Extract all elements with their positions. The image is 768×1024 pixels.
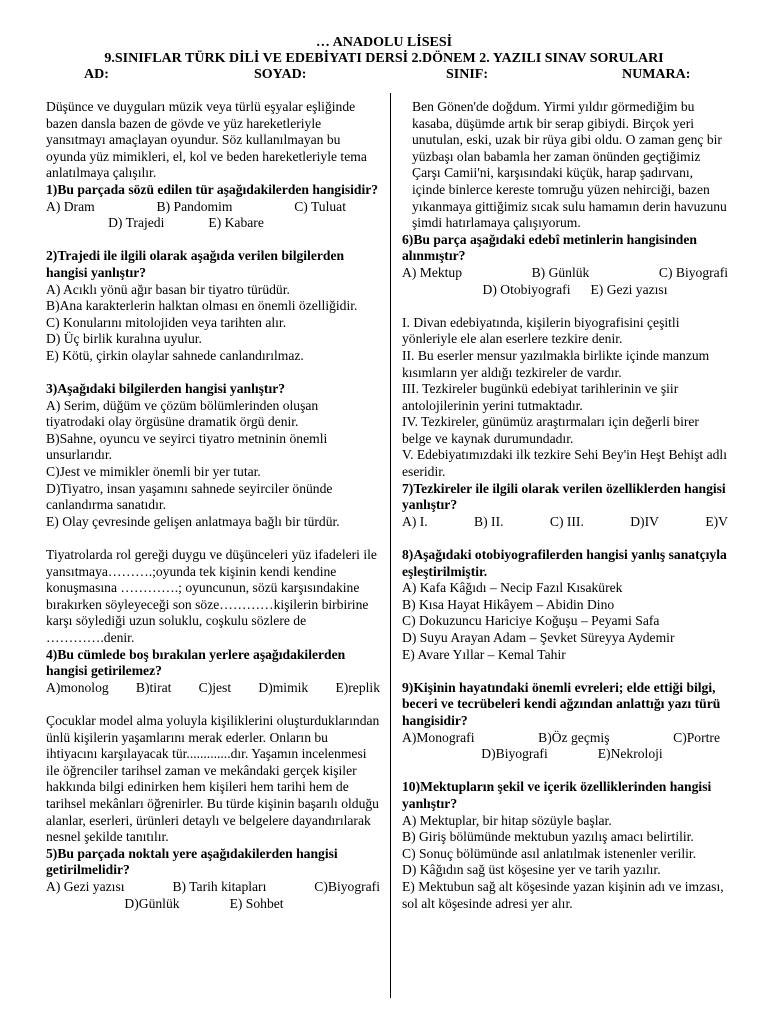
option: B) Pandomim: [156, 198, 233, 214]
option: C)Jest ve mimikler önemli bir yer tutar.: [46, 464, 261, 480]
q7-statement: III. Tezkireler bugünkü edebiyat tarihlerinin ve şiir antolojilerinin yerini tutmaktadır.: [402, 381, 679, 413]
question-7: 7)Tezkireler ile ilgili olarak verilen özelliklerden hangisi yanlıştır?: [402, 480, 726, 513]
exam-header: [0, 35, 768, 82]
q5-passage: Çocuklar model alma yoluyla kişiliklerini oluşturduklarından ünlü kişilerin yaşamlarını merak ederler. Onların bu ihtiyacını karşılayacak tür.............dır. Yaşamın incelenmesi ile öğrenciler tarihsel zaman ve mekândaki gerçek kişiler hakkında bilgi edinirken hem kişileri hem tarihi hem de tarihsel mekânları öğrenirler. Bu türde kişinin başarılı olduğu alanlar, eserleri, ürünleri detaylı ve belgelere dayandırılarak nesnel şekilde tanıtılır.: [46, 712, 380, 845]
option: B) Tarih kitapları: [172, 878, 267, 894]
option: D)IV: [630, 513, 659, 529]
school-name: … ANADOLU LİSESİ: [315, 35, 453, 50]
q1-options: [46, 215, 380, 232]
q1-options: [46, 199, 380, 216]
option: B) Giriş bölümünde mektubun yazılış amacı belirtilir.: [402, 829, 694, 845]
q7-statement: V. Edebiyatımızdaki ilk tezkire Sehi Bey'in Heşt Behişt adlı eseridir.: [402, 447, 727, 480]
q6-options: [402, 265, 728, 282]
question-2: 2)Trajedi ile ilgili olarak aşağıda verilen bilgilerden hangisi yanlıştır?: [46, 248, 345, 280]
option: B) Kısa Hayat Hikâyem – Abidin Dino: [402, 596, 615, 612]
question-10: 10)Mektupların şekil ve içerik özelliklerinden hangisi yanlıştır?: [402, 779, 712, 811]
option: A) Serim, düğüm ve çözüm bölümlerinden oluşan tiyatrodaki olay örgüsüne dramatik örgü denir.: [46, 397, 319, 430]
option: D) Trajedi: [108, 215, 165, 231]
option: B)Ana karakterlerin halktan olması en önemli özelliğidir.: [46, 298, 358, 314]
question-5: 5)Bu parçada noktalı yere aşağıdakilerden hangisi getirilmelidir?: [46, 845, 338, 878]
option: E) Avare Yıllar – Kemal Tahir: [402, 646, 566, 662]
option: B)tirat: [135, 679, 172, 695]
question-1: 1)Bu parçada sözü edilen tür aşağıdakilerden hangisidir?: [46, 181, 379, 197]
option: A) Gezi yazısı: [46, 878, 125, 894]
option: C) Konularını mitolojiden veya tarihten alır.: [46, 314, 287, 330]
option: A)monolog: [46, 679, 109, 695]
number-field-label: NUMARA:: [622, 67, 691, 82]
q4-options: [46, 680, 380, 697]
class-field-label: SINIF:: [446, 67, 489, 82]
q5-options: [46, 879, 380, 896]
q7-options: [402, 514, 728, 531]
option: D) Otobiyografi: [482, 281, 571, 297]
option: C) Biyografi: [658, 264, 728, 280]
option: A) Mektuplar, bir hitap sözüyle başlar.: [402, 812, 612, 828]
q9-options: [402, 730, 728, 747]
q5-options: [46, 896, 380, 913]
option: D) Suyu Arayan Adam – Şevket Süreyya Aydemir: [402, 630, 675, 645]
q6-passage: Ben Gönen'de doğdum. Yirmi yıldır görmediğim bu kasaba, düşümde artık bir serap gibiydi. Birçok yeri unutulan, eski, uzak bir rüya gibi oldu. O zaman genç bir yüzbaşı olan babamla her zaman önünden geçtiğimiz Çarşı Camii'ni, karşısındaki küçük, harap şadırvanı, içinde binlerce kereste tomruğu yüzen nehirciği, bazen yıkanmaya gittiğimiz sıcak sulu hamamın derin havuzunu şimdi hatırlamaya çalışıyorum.: [412, 99, 727, 231]
option: D)Biyografi: [481, 746, 548, 762]
q7-statement: IV. Tezkireler, günümüz araştırmaları için değerli birer belge ve kaynak durumundadır.: [402, 414, 699, 446]
option: D) Kâğıdın sağ üst köşesine yer ve tarih yazılır.: [402, 862, 661, 878]
q7-statement: II. Bu eserler mensur yazılmakla birlikte içinde manzum kısımların yer aldığı tezkireler de vardır.: [402, 347, 710, 380]
option: E) Olay çevresinde gelişen anlatmaya bağlı bir türdür.: [46, 513, 340, 529]
option: A)Monografi: [402, 729, 475, 745]
option: E) Mektubun sağ alt köşesinde yazan kişinin adı ve imzası, sol alt köşesinde adresi yer alır.: [402, 878, 724, 911]
left-column: [46, 99, 380, 912]
q1-passage: Düşünce ve duyguları müzik veya türlü eşyalar eşliğinde bazen dansla bazen de gövde ve yüz hareketleriyle yansıtmayı amaçlayan oyundur. Söz kullanılmayan bu oyunda yüz mimikleri, el, kol ve beden hareketleriyle tema anlatılmaya çalışılır.: [46, 99, 367, 181]
column-divider: [390, 93, 391, 998]
question-8: 8)Aşağıdaki otobiyografilerden hangisi yanlış sanatçıyla eşleştirilmiştir.: [402, 547, 727, 579]
q9-options: [402, 746, 728, 763]
option: A) Dram: [46, 198, 95, 214]
option: A) I.: [402, 513, 428, 529]
option: E)Nekroloji: [597, 746, 663, 762]
question-6: 6)Bu parça aşağıdaki edebî metinlerin hangisinden alınmıştır?: [402, 231, 697, 264]
option: B)Sahne, oyuncu ve seyirci tiyatro metninin önemli unsurlarıdır.: [46, 430, 328, 463]
exam-title: 9.SINIFLAR TÜRK DİLİ VE EDEBİYATI DERSİ 2.DÖNEM 2. YAZILI SINAV SORULARI: [104, 50, 664, 66]
option: C) Dokuzuncu Hariciye Koğuşu – Peyami Safa: [402, 613, 660, 629]
student-fields: [0, 67, 768, 83]
surname-field-label: SOYAD:: [254, 67, 307, 82]
option: D) Üç birlik kuralına uyulur.: [46, 331, 202, 347]
right-column: [402, 99, 728, 912]
option: E)V: [705, 513, 728, 529]
option: C)jest: [198, 679, 232, 695]
name-field-label: AD:: [84, 67, 109, 82]
option: C)Portre: [673, 729, 720, 745]
option: A) Kafa Kâğıdı – Necip Fazıl Kısakürek: [402, 580, 623, 596]
option: A) Mektup: [402, 264, 463, 280]
option: E) Kötü, çirkin olaylar sahnede canlandırılmaz.: [46, 347, 304, 363]
option: E)replik: [335, 679, 380, 695]
q7-statement: I. Divan edebiyatında, kişilerin biyografisini çeşitli yönleriyle ele alan eserlere tezkire denir.: [402, 314, 680, 347]
q6-options: [402, 282, 728, 299]
option: E) Kabare: [208, 215, 264, 231]
option: E) Gezi yazısı: [590, 281, 668, 297]
question-4: 4)Bu cümlede boş bırakılan yerlere aşağıdakilerden hangisi getirilemez?: [46, 646, 346, 679]
option: E) Sohbet: [229, 895, 284, 911]
option: C) Sonuç bölümünde asıl anlatılmak istenenler verilir.: [402, 845, 697, 861]
option: D)Tiyatro, insan yaşamını sahnede seyirciler önünde canlandırma sanatıdır.: [46, 480, 333, 513]
option: B) Günlük: [531, 264, 590, 280]
option: B)Öz geçmiş: [538, 729, 610, 745]
q4-passage: Tiyatrolarda rol gereği duygu ve düşünceleri yüz ifadeleri ile yansıtmaya……….;oyunda tek kişinin kendi kendine konuşmasına ………….; oyuncunun, sözü karşısındakine bırakırken söyleyeceği son söze…………kişilerin birbirine karşı söylediği uzun soluklu, coşkulu sözlere de ………….denir.: [46, 547, 377, 645]
option: C)Biyografi: [314, 878, 380, 894]
question-9: 9)Kişinin hayatındaki önemli evreleri; elde ettiği bilgi, beceri ve tecrübeleri kendi ağzından anlattığı yazı türü hangisidir?: [402, 679, 721, 728]
option: B) II.: [474, 513, 504, 529]
option: C) III.: [549, 513, 584, 529]
question-3: 3)Aşağıdaki bilgilerden hangisi yanlıştır?: [46, 381, 286, 397]
option: C) Tuluat: [294, 198, 346, 214]
option: D)Günlük: [124, 895, 180, 911]
option: D)mimik: [258, 679, 309, 695]
option: A) Acıklı yönü ağır basan bir tiyatro türüdür.: [46, 281, 290, 297]
